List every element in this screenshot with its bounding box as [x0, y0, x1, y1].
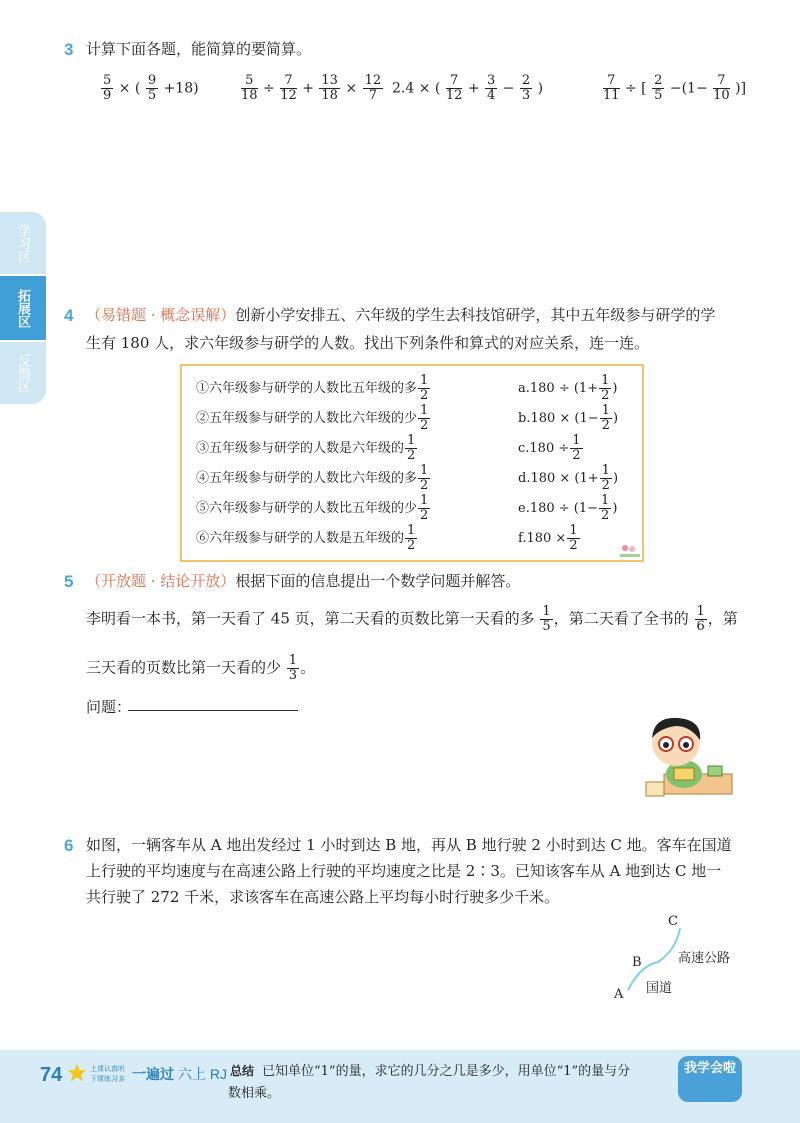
- star-icon: [66, 1062, 88, 1084]
- q5-text-line-1: 李明看一本书，第一天看了 45 页，第二天看的页数比第一天看的多 $\frac{1}{5}$ ，第二天看了全书的 $\frac{1}{6}$ ，第: [86, 604, 738, 634]
- summary-line-1: 已知单位“1”的量，求它的几分之几是多少，用单位“1”的量与分: [262, 1064, 631, 1079]
- q3-expr-1: $\frac{5}{9}$ × ( $\frac{9}{5}$ +18): [103, 73, 199, 103]
- flower-decoration-icon: [620, 542, 640, 558]
- national-road-label: 国道: [646, 981, 673, 996]
- reading-student-illustration: [636, 712, 736, 808]
- q6-number: 6: [64, 836, 74, 855]
- q3-title: 计算下面各题，能简算的要简算。: [86, 40, 312, 58]
- q6-line-1: 如图，一辆客车从 A 地出发经过 1 小时到达 B 地，再从 B 地行驶 2 小时到达 C 地。客车在国道: [86, 836, 732, 854]
- q3-expr-2: $\frac{5}{18}$ ÷ $\frac{7}{12}$ + $\frac{13}{18}$ × $\frac{12}{7}$: [241, 73, 382, 103]
- q5-number: 5: [64, 572, 74, 591]
- highway-label: 高速公路: [678, 951, 731, 966]
- summary-tag: 总结: [230, 1064, 255, 1078]
- q5-text-line-2: 三天看的页数比第一天看的少 $\frac{1}{3}$ 。: [86, 653, 316, 683]
- sidebar-tab-feedback[interactable]: 反馈区: [0, 342, 46, 404]
- sidebar: [0, 212, 46, 404]
- condition-2[interactable]: ②五年级参与研学的人数比六年级的少 $\frac{1}{2}$: [196, 403, 429, 433]
- footer-small-text-2: 下课练习多: [90, 1076, 125, 1083]
- q4-line-1: （易错题 · 概念误解）创新小学安排五、六年级的学生去科技馆研学，其中五年级参与研学的学: [86, 306, 716, 324]
- q5-title-line: （开放题 · 结论开放）根据下面的信息提出一个数学问题并解答。: [86, 572, 521, 590]
- q6-line-2: 上行驶的平均速度与在高速公路上行驶的平均速度之比是 2∶3。已知该客车从 A 地到达 C 地一: [86, 862, 722, 880]
- summary-line-2: 数相乘。: [228, 1086, 281, 1101]
- q5-answer-line[interactable]: [128, 710, 298, 711]
- sidebar-tab-extend[interactable]: 拓展区: [0, 276, 46, 340]
- formula-b[interactable]: b.180 × (1− $\frac{1}{2}$ ): [518, 403, 619, 433]
- q4-number: 4: [64, 306, 74, 325]
- formula-f[interactable]: f.180 × $\frac{1}{2}$: [518, 523, 578, 553]
- matching-box: [180, 364, 644, 562]
- point-b-label: B: [632, 955, 642, 970]
- point-c-label: C: [668, 914, 678, 929]
- brand-logo: 一遍过: [132, 1066, 174, 1082]
- condition-3[interactable]: ③五年级参与研学的人数是六年级的 $\frac{1}{2}$: [196, 433, 416, 463]
- condition-1[interactable]: ①六年级参与研学的人数比五年级的多 $\frac{1}{2}$: [196, 373, 429, 403]
- footer-small-text-1: 上课认真听: [90, 1066, 125, 1073]
- q6-line-3: 共行驶了 272 千米，求该客车在高速公路上平均每小时行驶多少千米。: [86, 888, 560, 906]
- q4-tag: （易错题 · 概念误解）: [86, 306, 236, 324]
- condition-6[interactable]: ⑥六年级参与研学的人数是五年级的 $\frac{1}{2}$: [196, 523, 416, 553]
- page-footer: [0, 1050, 800, 1123]
- q3-number: 3: [64, 40, 74, 59]
- i-learned-badge: 我学会啦: [678, 1056, 742, 1102]
- q5-question-label: 问题：: [86, 698, 132, 716]
- q5-tag: （开放题 · 结论开放）: [86, 572, 236, 590]
- q3-expr-3: 2.4 × ( $\frac{7}{12}$ + $\frac{3}{4}$ − $\frac{2}{3}$ ): [392, 73, 544, 103]
- sidebar-tab-study[interactable]: 学习区: [0, 212, 46, 274]
- grade-label: 六上 RJ: [178, 1066, 227, 1082]
- formula-a[interactable]: a.180 ÷ (1+ $\frac{1}{2}$ ): [518, 373, 618, 403]
- condition-4[interactable]: ④五年级参与研学的人数比六年级的多 $\frac{1}{2}$: [196, 463, 429, 493]
- point-a-label: A: [614, 987, 624, 1002]
- formula-d[interactable]: d.180 × (1+ $\frac{1}{2}$ ): [518, 463, 619, 493]
- condition-5[interactable]: ⑤六年级参与研学的人数比五年级的少 $\frac{1}{2}$: [196, 493, 429, 523]
- formula-c[interactable]: c.180 ÷ $\frac{1}{2}$: [518, 433, 581, 463]
- q4-line-2: 生有 180 人，求六年级参与研学的人数。找出下列条件和算式的对应关系，连一连。: [86, 334, 650, 352]
- page-number: 74: [40, 1064, 63, 1086]
- q3-expr-4: $\frac{7}{11}$ ÷ [ $\frac{2}{5}$ −(1− $\frac{7}{10}$ )]: [603, 73, 747, 103]
- formula-e[interactable]: e.180 ÷ (1− $\frac{1}{2}$ ): [518, 493, 618, 523]
